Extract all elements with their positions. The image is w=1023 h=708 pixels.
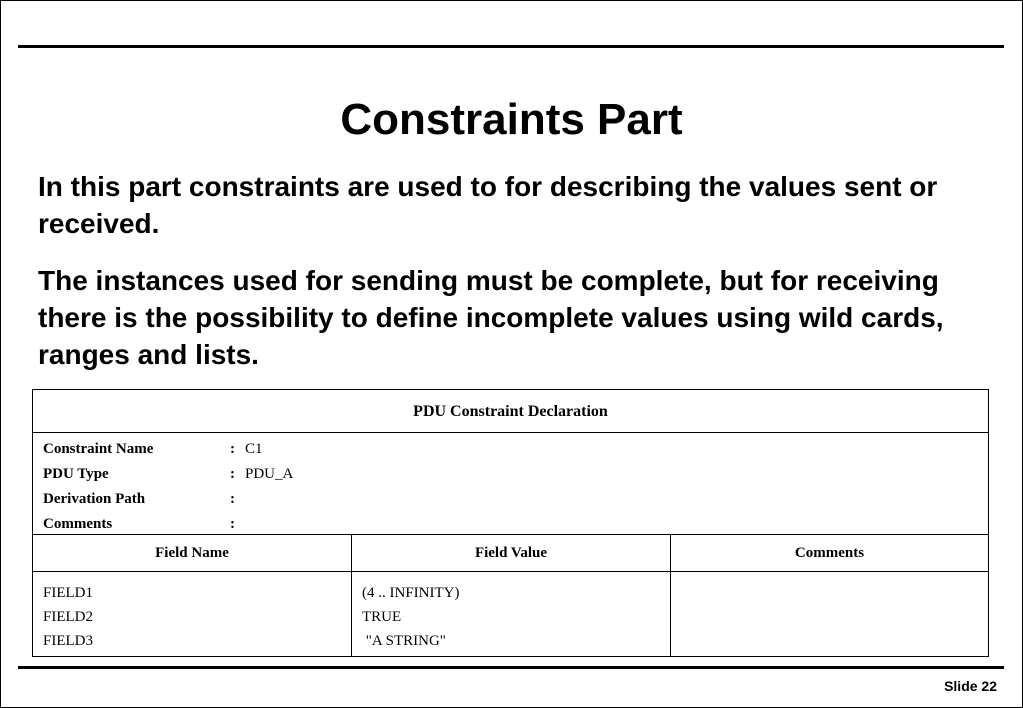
meta-value: C1 <box>245 441 263 457</box>
table-cell: FIELD2 <box>43 609 93 625</box>
meta-row-constraint-name <box>43 437 988 462</box>
meta-label: Comments <box>43 516 113 532</box>
meta-colon: : <box>230 466 235 482</box>
detail-paragraph: The instances used for sending must be complete, but for receiving there is the possibility to define incomplete values using wild cards, ranges and lists. <box>38 265 944 370</box>
meta-row-derivation-path <box>43 487 988 512</box>
table-cell: TRUE <box>362 609 402 625</box>
meta-colon: : <box>230 491 235 507</box>
meta-row-pdu-type <box>43 462 988 487</box>
field-value-column <box>352 572 671 656</box>
constraint-declaration-table <box>32 389 989 657</box>
meta-label: Derivation Path <box>43 491 146 507</box>
table-cell <box>681 605 988 629</box>
column-header-field-name: Field Name <box>33 535 352 571</box>
table-cell <box>681 629 988 653</box>
constraint-meta <box>33 433 988 535</box>
table-cell <box>681 581 988 605</box>
meta-colon: : <box>230 516 235 532</box>
table-header: PDU Constraint Declaration <box>33 390 988 433</box>
meta-colon: : <box>230 441 235 457</box>
bottom-rule <box>18 666 1004 669</box>
meta-row-comments <box>43 512 988 537</box>
slide-number: Slide 22 <box>944 678 997 694</box>
slide-title: Constraints Part <box>340 95 683 144</box>
intro-paragraph: In this part constraints are used to for describing the values sent or received. <box>38 171 938 239</box>
comments-column <box>671 572 988 656</box>
meta-label: Constraint Name <box>43 441 154 457</box>
meta-label: PDU Type <box>43 466 109 482</box>
column-header-field-value: Field Value <box>352 535 671 571</box>
table-body <box>33 572 988 656</box>
field-name-column <box>33 572 352 656</box>
column-header-row <box>33 535 988 572</box>
top-rule <box>18 45 1004 48</box>
table-cell: (4 .. INFINITY) <box>362 585 460 601</box>
meta-value: PDU_A <box>245 466 294 482</box>
column-header-comments: Comments <box>794 545 865 561</box>
table-cell: "A STRING" <box>362 633 446 649</box>
table-cell: FIELD1 <box>43 585 93 601</box>
table-cell: FIELD3 <box>43 633 93 649</box>
